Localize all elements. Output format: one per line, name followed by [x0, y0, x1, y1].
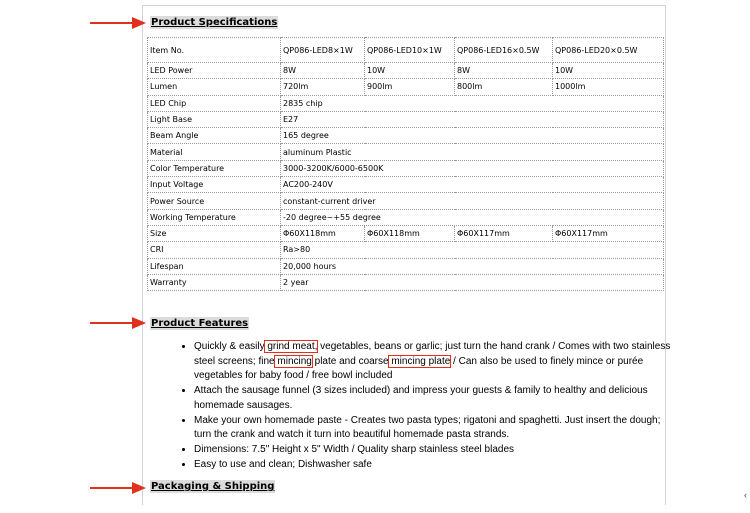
spec-value-cell: 8W [455, 63, 553, 79]
spec-table [147, 37, 664, 291]
spec-value-cell: Ra>80 [281, 242, 664, 258]
spec-value-cell: 8W [281, 63, 365, 79]
feature-item: • Attach the sausage funnel (3 sizes included) and impress your guests & family to healthy and delicious homemade sausages. [194, 384, 674, 413]
spec-value-cell: E27 [281, 111, 664, 127]
table-row [148, 193, 664, 209]
spec-value-cell: 165 degree [281, 128, 664, 144]
spec-label-cell: Lifespan [148, 258, 281, 274]
table-row [148, 128, 664, 144]
edge-mark: ‹ [744, 490, 747, 500]
table-row [148, 79, 664, 95]
spec-value-cell: 20,000 hours [281, 258, 664, 274]
highlight-grind-meat: grind meat, [264, 341, 318, 352]
spec-label-cell: Size [148, 225, 281, 241]
heading-product-features: Product Features [151, 318, 249, 329]
spec-value-cell: QP086-LED10×1W [365, 38, 455, 63]
spec-value-cell: Φ60X118mm [281, 225, 365, 241]
spec-value-cell: Φ60X118mm [365, 225, 455, 241]
spec-value-cell: 2835 chip [281, 95, 664, 111]
spec-label-cell: Power Source [148, 193, 281, 209]
table-row [148, 258, 664, 274]
spec-label-cell: Warranty [148, 274, 281, 290]
spec-value-cell: 800lm [455, 79, 553, 95]
table-row [148, 160, 664, 176]
spec-label-cell: Working Temperature [148, 209, 281, 225]
arrow-specs-icon [88, 16, 148, 30]
feature-item [194, 340, 674, 384]
feature-text: plate and coarse [311, 355, 389, 367]
spec-value-cell: QP086-LED20×0.5W [553, 38, 664, 63]
spec-label-cell: CRI [148, 242, 281, 258]
features-list [180, 340, 674, 472]
heading-packaging-shipping: Packaging & Shipping [151, 481, 275, 492]
spec-label-cell: Light Base [148, 111, 281, 127]
table-row [148, 95, 664, 111]
table-row [148, 225, 664, 241]
spec-value-cell: 720lm [281, 79, 365, 95]
spec-label-cell: LED Chip [148, 95, 281, 111]
spec-value-cell: 1000lm [553, 79, 664, 95]
table-row [148, 274, 664, 290]
feature-item: • Easy to use and clean; Dishwasher safe [194, 458, 674, 473]
highlight-mincing-plate: mincing plate [388, 355, 451, 367]
spec-value-cell: 2 year [281, 274, 664, 290]
table-row [148, 209, 664, 225]
spec-value-cell: constant-current driver [281, 193, 664, 209]
spec-value-cell: AC200-240V [281, 177, 664, 193]
spec-value-cell: 10W [553, 63, 664, 79]
table-row [148, 63, 664, 79]
highlight-mincing: mincing [274, 355, 312, 367]
feature-item: • Dimensions: 7.5" Height x 5" Width / Quality sharp stainless steel blades [194, 443, 674, 458]
feature-text: Quickly & easily [194, 341, 265, 352]
feature-text: / Can also be used to finely mince or purée vegetables for baby food / free bowl included [194, 355, 644, 382]
spec-value-cell: Φ60X117mm [553, 225, 664, 241]
spec-label-cell: LED Power [148, 63, 281, 79]
spec-value-cell: QP086-LED8×1W [281, 38, 365, 63]
table-row [148, 38, 664, 63]
table-row [148, 111, 664, 127]
arrow-features-icon [88, 316, 148, 330]
spec-label-cell: Beam Angle [148, 128, 281, 144]
heading-product-specifications: Product Specifications [151, 17, 278, 28]
feature-item: • Make your own homemade paste - Creates two pasta types; rigatoni and spaghetti. Just insert the dough; turn the crank and watch it turn into beautiful homemade pasta strands. [194, 414, 674, 443]
table-row [148, 144, 664, 160]
spec-value-cell: QP086-LED16×0.5W [455, 38, 553, 63]
spec-value-cell: 10W [365, 63, 455, 79]
spec-value-cell: aluminum Plastic [281, 144, 664, 160]
spec-label-cell: Lumen [148, 79, 281, 95]
feature-text: vegetables, beans or garlic; just turn the hand crank / Comes with two stainless steel screens; fine [194, 341, 671, 367]
spec-value-cell: 900lm [365, 79, 455, 95]
spec-value-cell: -20 degree~+55 degree [281, 209, 664, 225]
table-row [148, 242, 664, 258]
spec-value-cell: 3000-3200K/6000-6500K [281, 160, 664, 176]
spec-label-cell: Input Voltage [148, 177, 281, 193]
spec-label-cell: Material [148, 144, 281, 160]
spec-value-cell: Φ60X117mm [455, 225, 553, 241]
table-row [148, 177, 664, 193]
spec-label-cell: Color Temperature [148, 160, 281, 176]
arrow-packaging-icon [88, 481, 148, 495]
spec-label-cell: Item No. [148, 38, 281, 63]
